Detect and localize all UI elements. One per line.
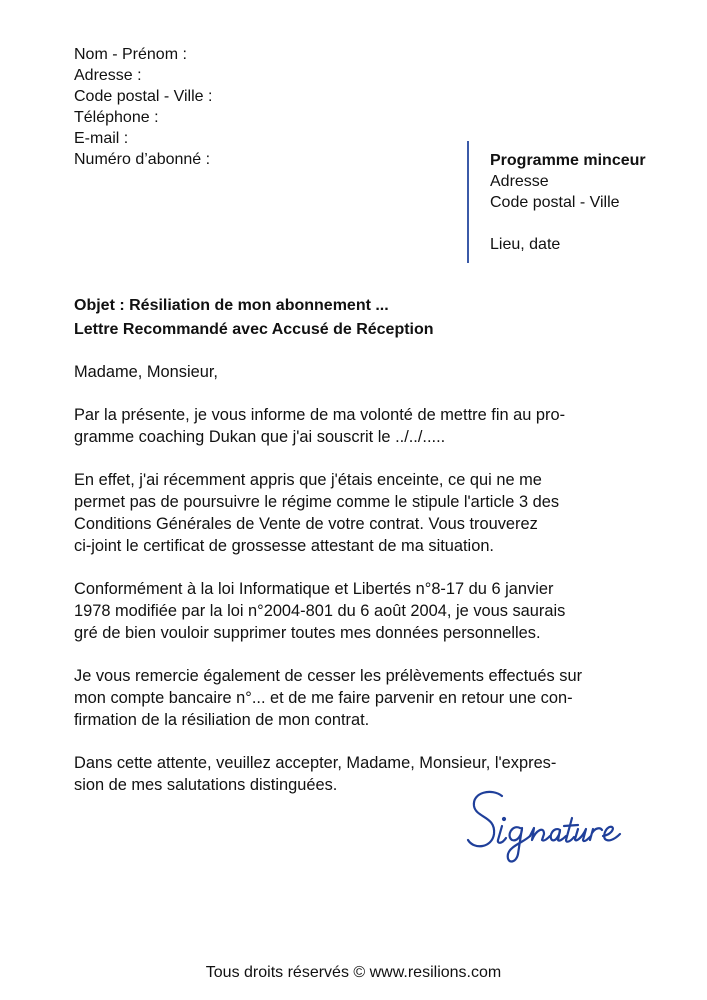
sender-city-line: Code postal - Ville : (74, 88, 213, 105)
paragraph-line: gré de bien vouloir supprimer toutes mes données personnelles. (74, 624, 541, 642)
signature-image (462, 782, 642, 872)
registered-letter-line: Lettre Recommandé avec Accusé de Réception (74, 321, 434, 338)
paragraph-line: sion de mes salutations distinguées. (74, 776, 338, 794)
paragraph-reason (74, 469, 644, 557)
recipient-divider (467, 141, 469, 263)
paragraph-debits (74, 665, 644, 731)
sender-address-line: Adresse : (74, 67, 142, 84)
paragraph-line: Dans cette attente, veuillez accepter, Madame, Monsieur, l'expres- (74, 754, 557, 772)
paragraph-line: Conformément à la loi Informatique et Libertés n°8-17 du 6 janvier (74, 580, 554, 598)
sender-phone-line: Téléphone : (74, 109, 159, 126)
recipient-address: Adresse (490, 173, 549, 190)
paragraph-line: mon compte bancaire n°... et de me faire parvenir en retour une con- (74, 689, 573, 707)
subject-line: Objet : Résiliation de mon abonnement ... (74, 297, 389, 314)
recipient-block (490, 150, 646, 255)
recipient-city: Code postal - Ville (490, 194, 620, 211)
greeting: Madame, Monsieur, (74, 363, 218, 381)
paragraph-line: En effet, j'ai récemment appris que j'étais enceinte, ce qui ne me (74, 471, 542, 489)
paragraph-line: Par la présente, je vous informe de ma volonté de mettre fin au pro- (74, 406, 566, 424)
sender-subscriber-number-line: Numéro d’abonné : (74, 151, 211, 168)
paragraph-line: 1978 modifiée par la loi n°2004-801 du 6 août 2004, je vous saurais (74, 602, 566, 620)
place-date: Lieu, date (490, 236, 561, 253)
sender-block (74, 44, 212, 170)
paragraph-data-deletion (74, 578, 644, 644)
subject-block (74, 294, 434, 342)
paragraph-intent (74, 404, 644, 448)
paragraph-line: Je vous remercie également de cesser les prélèvements effectués sur (74, 667, 583, 685)
recipient-name: Programme minceur (490, 152, 646, 169)
paragraph-line: gramme coaching Dukan que j'ai souscrit le ../../..... (74, 428, 446, 446)
sender-name-line: Nom - Prénom : (74, 46, 187, 63)
sender-email-line: E-mail : (74, 130, 129, 147)
paragraph-line: ci-joint le certificat de grossesse attestant de ma situation. (74, 537, 494, 555)
paragraph-line: Conditions Générales de Vente de votre contrat. Vous trouverez (74, 515, 538, 533)
signature-drawing (462, 782, 642, 872)
letter-body (74, 361, 644, 817)
paragraph-line: firmation de la résiliation de mon contrat. (74, 711, 370, 729)
paragraph-line: permet pas de poursuivre le régime comme le stipule l'article 3 des (74, 493, 560, 511)
footer-copyright: Tous droits réservés © www.resilions.com (205, 964, 502, 981)
